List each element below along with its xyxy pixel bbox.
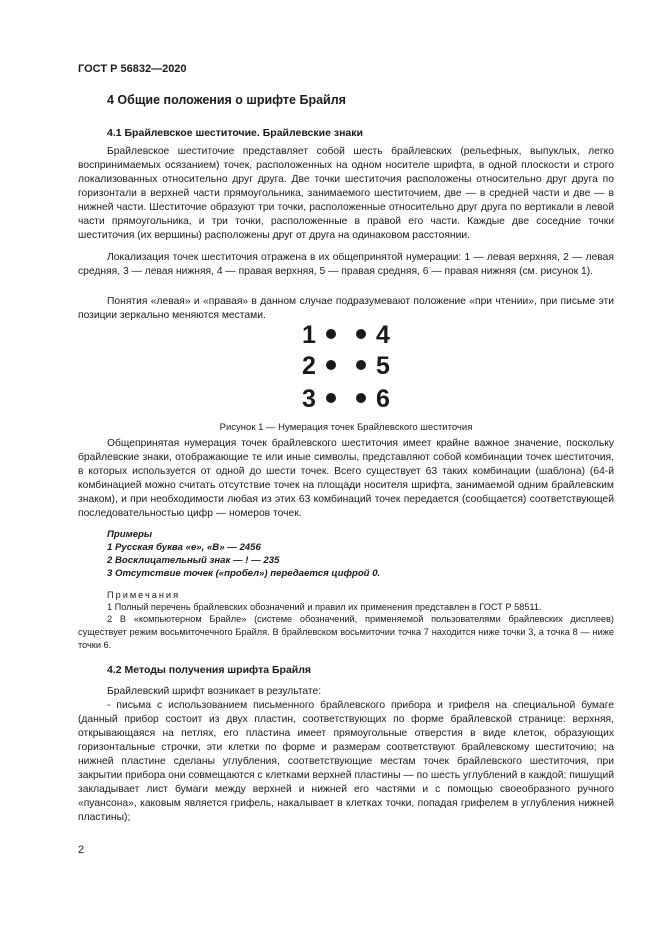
subsection-heading: 4.1 Брайлевское шеститочие. Брайлевские знаки [107,127,363,139]
dot-number: 2 [302,352,316,380]
example-item: 1 Русская буква «е», «В» — 2456 [107,542,261,553]
standard-number: ГОСТ Р 56832—2020 [78,63,187,75]
braille-dot [326,393,336,403]
subsection-heading: 4.2 Методы получения шрифта Брайля [107,664,312,676]
paragraph: Брайлевское шеститочие представляет собой шесть брайлевских (рельефных, выпуклых, легко воспринимаемых осязанием) точек, расположенных на одном носителе шрифта, в одной плоскости и строго локализованных относительно друг друга. Две точки шеститочия расположены относительно друг друга по горизонтали в верхней части прямоугольника, занимаемого шеститочием, две — в средней части и две — в нижней части. Шеститочие образуют три точки, расположенные относительно друг друга по вертикали в левой части прямоугольника, и три точки, расположенные в правой его части. Каждые две соседние точки шеститочия (их вершины) расположены друг от друга на одинаковом расстоянии. [78,146,614,241]
notes-title: Примечания [107,590,181,600]
section-heading: 4 Общие положения о шрифте Брайля [107,93,346,107]
braille-dot [326,329,336,339]
dot-number: 4 [376,321,390,349]
examples-title: Примеры [107,529,153,540]
paragraph: - письма с использованием письменного брайлевского прибора и грифеля на специальной бумаге (данный прибор состоит из двух пластин, соответствующих по форме брайлевской странице: верхняя, открывающаяся на петлях, его пластина имеет прямоугольные отверстия в виде клеток, образующих горизонтальные строчки, эти клетки по форме и размерам соответствуют брайлевскому шеститочию; на нижней пластине сделаны углубления, соответствующие местам точек брайлевского шеститочия, при закрытии прибора они совмещаются с клетками верхней пластины — по шесть углублений в каждой; пишущий закладывает лист бумаги между верхней и нижней его частями и с помощью своеобразного ручного «пуансона», каковым является грифель, накалывает в клетках точки, попадая грифелем в углубления нижней пластины); [78,700,614,823]
paragraph: Локализация точек шеститочия отражена в их общепринятой нумерации: 1 — левая верхняя, 2 — левая средняя, 3 — левая нижняя, 4 — правая верхняя, 5 — правая средняя, 6 — правая нижняя (см. рисунок 1). [78,252,614,277]
dot-number: 6 [376,385,390,413]
figure-row [78,351,614,381]
paragraph: Брайлевский шрифт возникает в результате: [107,686,322,697]
figure-caption: Рисунок 1 — Нумерация точек Брайлевского шеститочия [219,422,473,433]
braille-cell-figure [78,318,614,418]
examples-block [107,528,380,580]
braille-dot [356,393,366,403]
paragraph: Понятия «левая» и «правая» в данном случае подразумевают положение «при чтении», при письме эти позиции зеркально меняются местами. [78,296,614,321]
note-item: 1 Полный перечень брайлевских обозначений и правил их применения представлен в ГОСТ Р 58511. [107,602,542,612]
figure-row [78,320,614,350]
example-item: 2 Восклицательный знак — ! — 235 [107,555,280,566]
dot-number: 1 [302,321,316,349]
braille-dot [356,329,366,339]
page-number: 2 [78,844,85,856]
paragraph: Общепринятая нумерация точек брайлевского шеститочия имеет крайне важное значение, поскольку брайлевские знаки, отображающие те или иные символы, представляют собой комбинации точек шеститочия, в которых используется от одной до шести точек. Всего существует 63 таких комбинации (шаблона) (64-й комбинацией можно считать отсутствие точек на площади носителя шрифта, занимаемой одним брайлевским знаком), и при необходимости любая из этих 63 комбинаций точек передается (сообщается) соответствующей последовательностью цифр — номеров точек. [78,438,614,519]
dot-number: 5 [376,352,390,380]
note-item: 2 В «компьютерном Брайле» (системе обозначений, применяемой пользователями брайлевских дисплеев) существует режим восьмиточечного Брайля. В брайлевском восьмиточии точка 7 находится ниже точки 3, а точка 8 — ниже точки 6. [78,614,614,650]
braille-dot [326,360,336,370]
braille-dot [356,360,366,370]
example-item: 3 Отсутствие точек («пробел») передается цифрой 0. [107,568,381,579]
dot-number: 3 [302,385,316,413]
figure-row [78,384,614,414]
